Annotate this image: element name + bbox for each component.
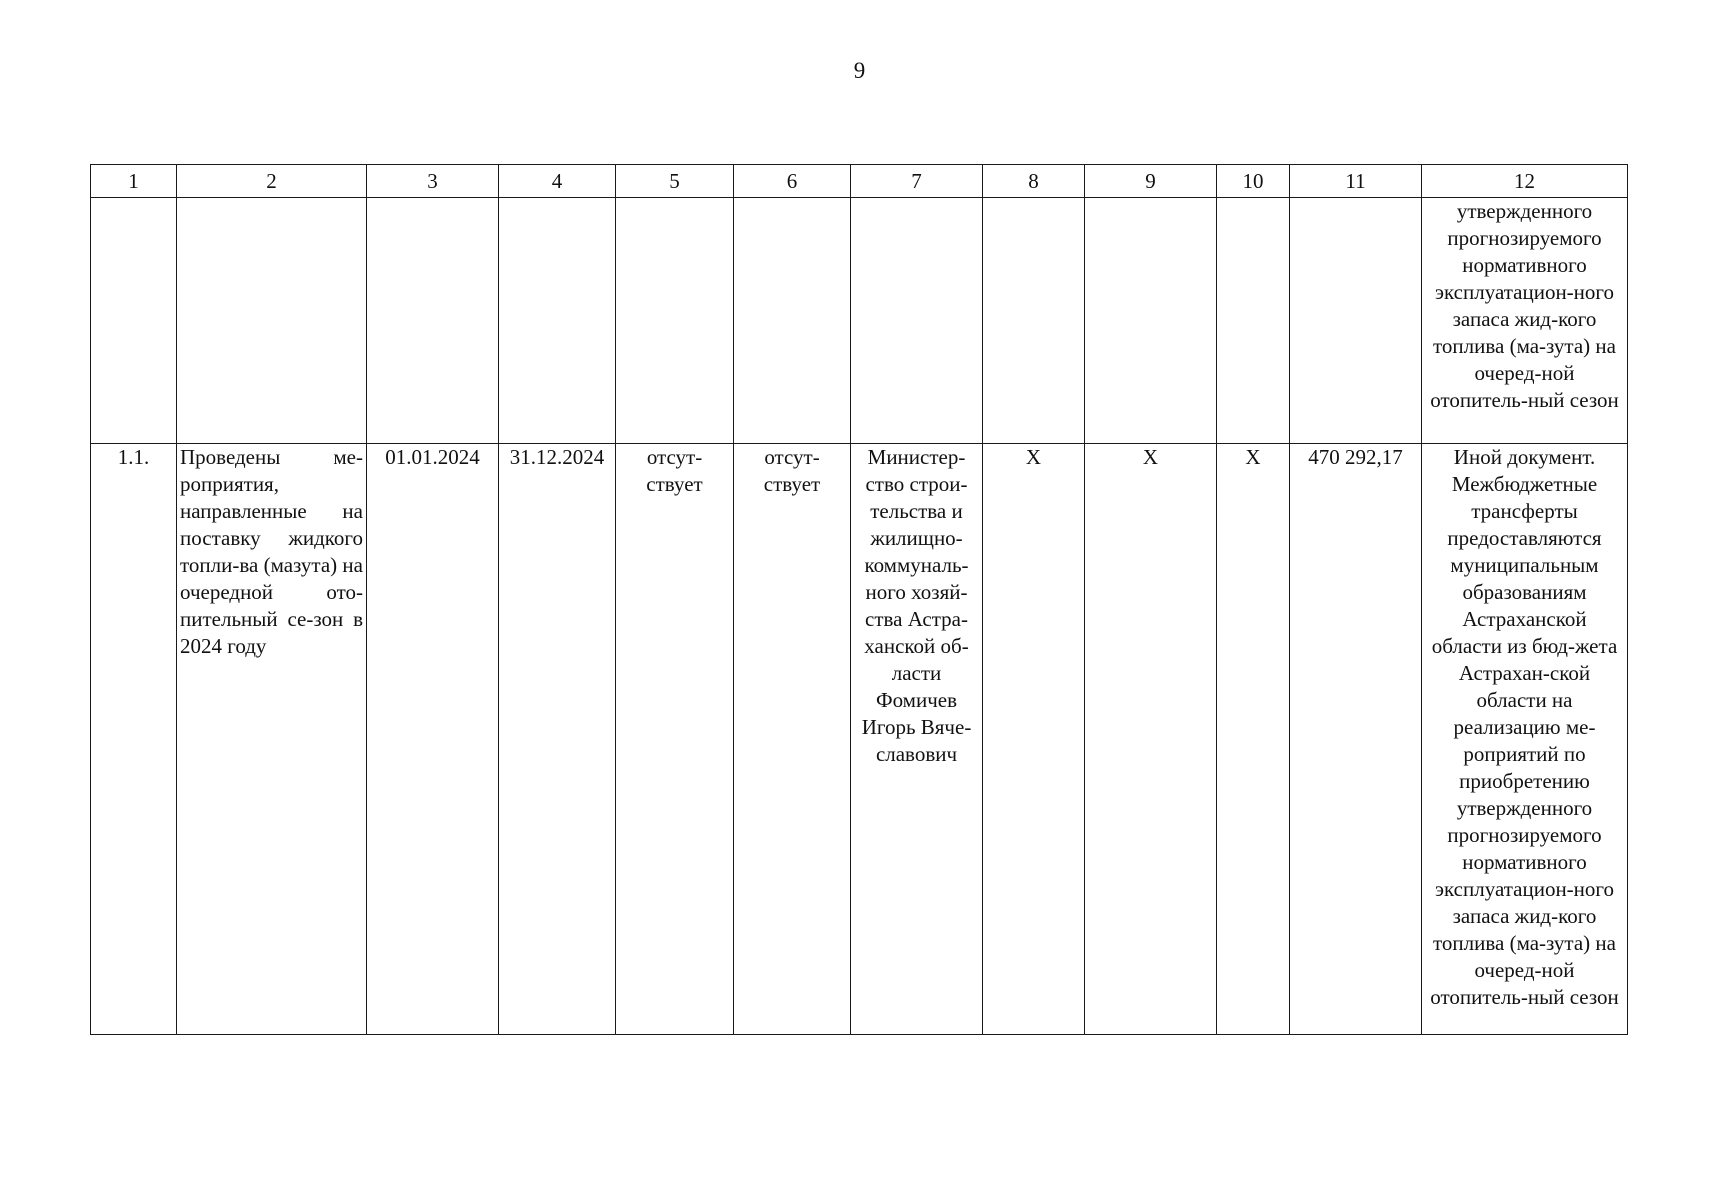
plan-table [90,164,1628,1035]
table-cell [91,198,177,444]
table-cell [1085,198,1217,444]
header-col-10: 10 [1217,165,1290,198]
col10-cell: Х [1217,444,1290,1035]
row-number-cell: 1.1. [91,444,177,1035]
table-cell [499,198,616,444]
continuation-row [91,198,1628,444]
header-col-7: 7 [851,165,983,198]
col8-cell: Х [983,444,1085,1035]
start-date-cell: 01.01.2024 [367,444,499,1035]
col5-cell: отсут-ствует [616,444,734,1035]
header-col-1: 1 [91,165,177,198]
table-cell [734,198,851,444]
col6-cell: отсут-ствует [734,444,851,1035]
table-row-1-1 [91,444,1628,1035]
col9-cell: Х [1085,444,1217,1035]
amount-cell: 470 292,17 [1290,444,1422,1035]
table-cell [1217,198,1290,444]
document-cell: Иной документ. Межбюджетные трансферты предоставляются муниципальным образованиям Астраханской области из бюд-жета Астрахан-ской области на реализацию ме-роприятий по приобретению утвержденного прогнозируемого нормативного эксплуатацион-ного запаса жид-кого топлива (ма-зута) на очеред-ной отопитель-ный сезон [1422,444,1628,1035]
header-col-3: 3 [367,165,499,198]
header-col-8: 8 [983,165,1085,198]
header-col-12: 12 [1422,165,1628,198]
header-row [91,165,1628,198]
header-col-11: 11 [1290,165,1422,198]
header-col-9: 9 [1085,165,1217,198]
page-number: 9 [853,58,866,83]
table-cell [983,198,1085,444]
responsible-cell: Министер-ство строи-тельства и жилищно-коммуналь-ного хозяй-ства Астра-ханской об-ласти Фомичев Игорь Вяче-славович [851,444,983,1035]
header-col-5: 5 [616,165,734,198]
header-col-6: 6 [734,165,851,198]
continuation-document-cell: утвержденного прогнозируемого нормативного эксплуатацион-ного запаса жид-кого топлива (ма-зута) на очеред-ной отопитель-ный сезон [1422,198,1628,444]
event-description-cell: Проведены ме-роприятия, направленные на поставку жидкого топли-ва (мазута) на очередной ото-пительный се-зон в 2024 году [177,444,367,1035]
table-cell [1290,198,1422,444]
end-date-cell: 31.12.2024 [499,444,616,1035]
table-cell [851,198,983,444]
table-cell [367,198,499,444]
header-col-4: 4 [499,165,616,198]
header-col-2: 2 [177,165,367,198]
table-cell [616,198,734,444]
table-cell [177,198,367,444]
